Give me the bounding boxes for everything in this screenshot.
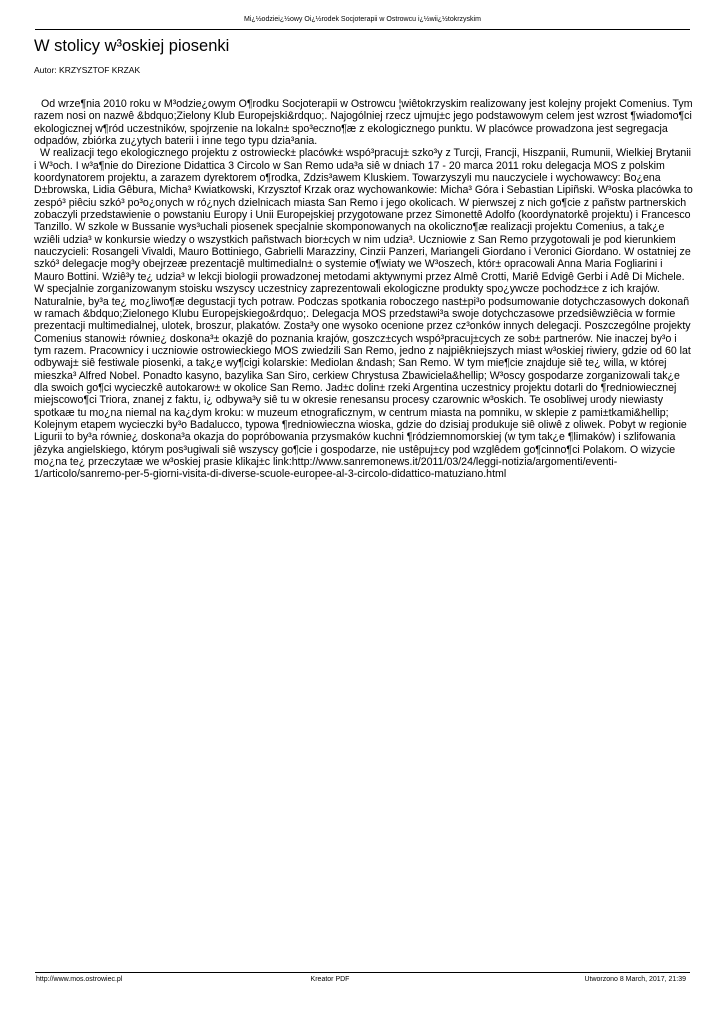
footer-created-date: Utworzono 8 March, 2017, 21:39 — [584, 976, 686, 983]
article-paragraph: Od wrze¶nia 2010 roku w M³odzie¿owym O¶rodku Socjoterapii w Ostrowcu ¦wiêtokrzyskim realizowany jest kolejny projekt Comenius. Tym razem nosi on nazwê &bdquo;Zielony Klub Europejski&rdquo;. Najogólniej rzecz ujmuj±c jego podstawowym celem jest wzrost ¶wiadomo¶ci ekologicznej w¶ród uczestników, spojrzenie na lokaln± spo³eczno¶æ z ekologicznego punktu. W placówce prowadzona jest segregacja odpadów, zbiórka zu¿ytych baterii i inne tego typu dzia³ania. — [34, 98, 693, 148]
footer-generator: Kreator PDF — [310, 976, 350, 983]
article-paragraph: W realizacji tego ekologicznego projektu z ostrowieck± placówk± wspó³pracuj± szko³y z Turcji, Francji, Hiszpanii, Rumunii, Wielkiej Brytanii i W³och. I w³a¶nie do Direzione Didattica 3 Circolo w San Remo uda³a siê w dniach 17 - 20 marca 2011 roku delegacja MOS z polskim koordynatorem projektu, a zarazem dyrektorem o¶rodka, Zdzis³awem Kluskiem. Towarzyszyli mu nauczyciele i wychowawcy: Bo¿ena D±browska, Lidia Gêbura, Micha³ Kwiatkowski, Krzysztof Krzak oraz wychowankowie: Micha³ Góra i Sebastian Lipiñski. W³oska placówka to zespó³ piêciu szkó³ po³o¿onych w ró¿nych dzielnicach miasta San Remo i jego okolicach. W pierwszej z nich go¶cie z pañstw partnerskich zobaczyli przedstawienie o powstaniu Europy i Unii Europejskiej przygotowane przez Simonettê Adolfo (koordynatorkê projektu) i Francesco Tanzillo. W szkole w Bussanie wys³uchali piosenek specjalnie skomponowanych na okoliczno¶æ realizacji projektu Comenius, a tak¿e wziêli udzia³ w konkursie wiedzy o wszystkich pañstwach bior±cych w nim udzia³. Uczniowie z San Remo przygotowali je pod kierunkiem nauczycieli: Rosangeli Vivaldi, Mauro Bottiniego, Gabrielli Marazziny, Cinzii Panzeri, Mariangeli Giordano i Veronici Giordano. W ostatniej ze szkó³ delegacje mog³y obejrzeæ prezentacjê multimedialn± o systemie o¶wiaty we W³oszech, któr± opracowali Anna Maria Fogliarini i Mauro Bottini. Wziê³y te¿ udzia³ w lekcji biologii prowadzonej metodami aktywnymi przez Almê Crotti, Mariê Edvigê Gerbi i Adê Di Michele. W specjalnie zorganizowanym stoisku wszyscy uczestnicy zaprezentowali ekologiczne produkty spo¿ywcze pochodz±ce z ich krajów. Naturalnie, by³a te¿ mo¿liwo¶æ degustacji tych potraw. Podczas spotkania roboczego nast±pi³o podsumowanie dotychczasowych dokonañ w ramach &bdquo;Zielonego Klubu Europejskiego&rdquo;. Delegacja MOS przedstawi³a swoje dotychczasowe przedsiêwziêcia w formie prezentacji multimedialnej, ulotek, broszur, plakatów. Zosta³y one wysoko ocenione przez cz³onków innych delegacji. Poszczególne projekty Comenius stanowi± równie¿ doskona³± okazjê do poznania krajów, goszcz±cych wspó³pracuj±cych ze sob± partnerów. Nie inaczej by³o i tym razem. Pracownicy i uczniowie ostrowieckiego MOS zwiedzili San Remo, jedno z najpiêkniejszych miast w³oskiej riwiery, gdzie od 60 lat odbywaj± siê festiwale piosenki, a tak¿e wy¶cigi kolarskie: Mediolan &ndash; San Remo. W tym mie¶cie znajduje siê te¿ willa, w której mieszka³ Alfred Nobel. Ponadto kasyno, bazylika San Siro, cerkiew Chrystusa Zbawiciela&hellip; W³oscy gospodarze zorganizowali tak¿e dla swoich go¶ci wycieczkê autokarow± w okolice San Remo. Jad±c dolin± rzeki Argentina uczestnicy projektu dotarli do ¶redniowiecznej miejscowo¶ci Triora, znanej z faktu, i¿ odbywa³y siê tu w okresie renesansu procesy czarownic w³oskich. Te osobliwej urody niewiasty spotkaæ tu mo¿na niemal na ka¿dym kroku: w muzeum etnograficznym, w centrum miasta na pomniku, w sklepie z pami±tkami&hellip; Kolejnym etapem wycieczki by³o Badalucco, typowa ¶redniowieczna wioska, gdzie do dzisiaj produkuje siê oliwê z oliwek. Pobyt w regionie Ligurii to by³a równie¿ doskona³a okazja do popróbowania przysmaków kuchni ¶ródziemnomorskiej (w tym tak¿e ¶limaków) i szlifowania jêzyka angielskiego, którym pos³ugiwali siê wszyscy go¶cie i gospodarze, nie ustêpuj±cy pod wzglêdem go¶cinno¶ci Polakom. O wizycie mo¿na te¿ przeczytaæ we w³oskiej prasie klikaj±c link:http://www.sanremonews.it/2011/03/24/leggi-notizia/argomenti/eventi-1/articolo/sanremo-per-5-giorni-visita-di-diverse-scuole-europee-al-3-circolo-didattico-matuziano.html — [34, 147, 693, 481]
running-header: Mi¿½odziei¿½owy Oi¿½rodek Socjoterapii w Ostrowcu i¿½wii¿½tokrzyskim — [244, 16, 481, 23]
footer-divider — [35, 972, 690, 973]
article-body — [34, 98, 693, 481]
article-title: W stolicy w³oskiej piosenki — [34, 37, 230, 55]
footer-url[interactable]: http://www.mos.ostrowiec.pl — [36, 976, 123, 983]
article-author: Autor: KRZYSZTOF KRZAK — [34, 65, 141, 75]
